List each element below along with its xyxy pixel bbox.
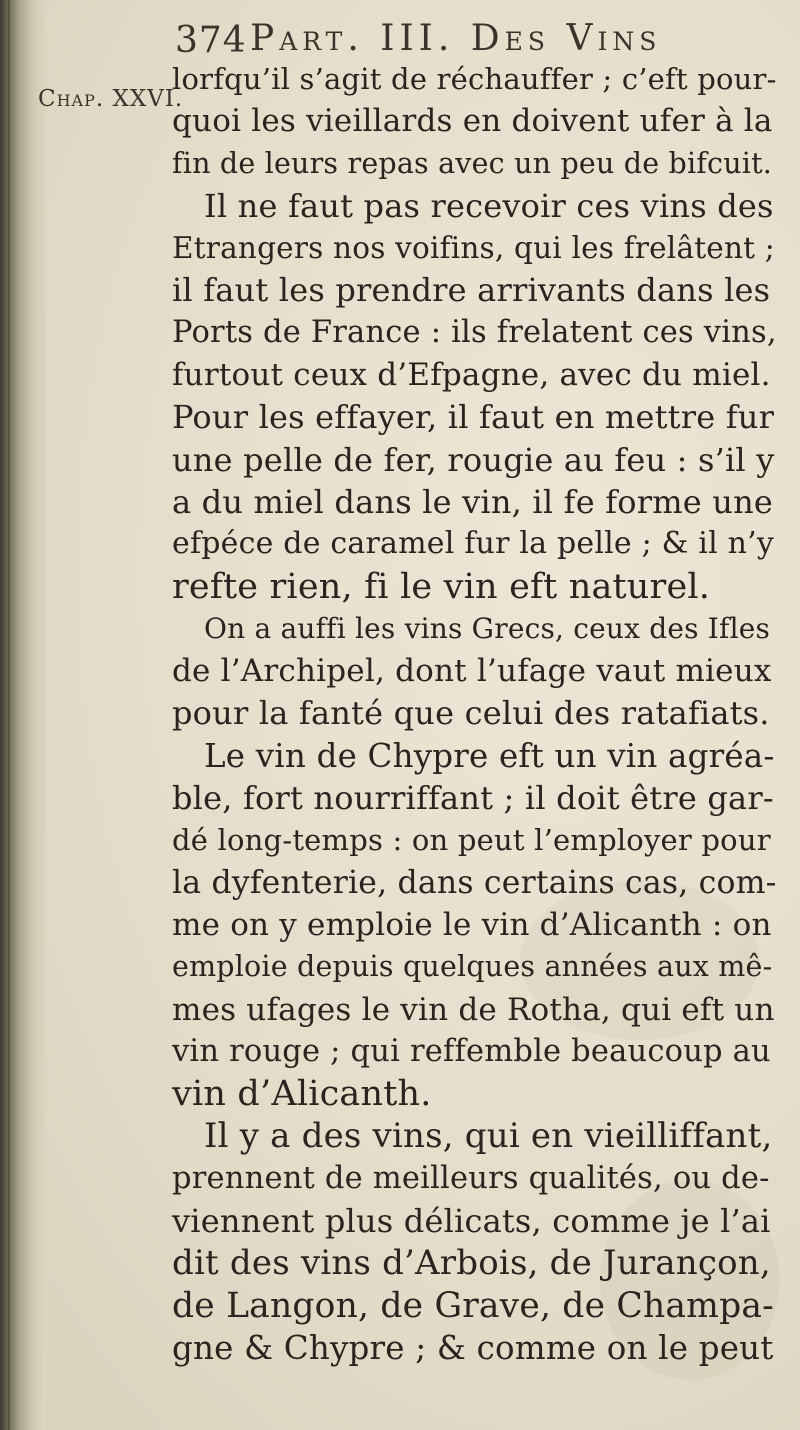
- text-line: une pelle de fer, rougie au feu : s’il y: [172, 440, 775, 479]
- text-line: la dyfenterie, dans certains cas, com-: [172, 864, 777, 901]
- body-text: [172, 58, 777, 1369]
- text-line: gne & Chypre ; & comme on le peut: [172, 1328, 774, 1367]
- text-line: mes ufages le vin de Rotha, qui eft un: [172, 991, 775, 1028]
- text-line: a du miel dans le vin, il fe forme une: [172, 482, 774, 521]
- running-head: Part. III. Des Vins: [250, 18, 662, 59]
- text-line: Il ne faut pas recevoir ces vins des: [204, 186, 774, 225]
- text-line: prennent de meilleurs qualités, ou de-: [172, 1160, 770, 1196]
- text-line: On a auffi les vins Grecs, ceux des Ifles: [204, 611, 771, 645]
- text-line: Il y a des vins, qui en vieilliffant,: [204, 1116, 773, 1157]
- text-line: vin d’Alicanth.: [172, 1074, 432, 1115]
- text-line: Ports de France : ils frelatent ces vins,: [172, 314, 777, 350]
- book-binding-edge: [0, 0, 46, 1430]
- margin-chapter-note: Chap. XXVI.: [38, 86, 184, 112]
- text-line: lorfqu’il s’agit de réchauffer ; c’eft pour-: [172, 62, 777, 96]
- text-line: fin de leurs repas avec un peu de bifcuit.: [172, 146, 772, 180]
- text-line: viennent plus délicats, comme je l’ai: [172, 1202, 771, 1241]
- text-line: vin rouge ; qui reffemble beaucoup au: [172, 1033, 771, 1069]
- text-line: de Langon, de Grave, de Champa-: [172, 1285, 774, 1326]
- text-line: Pour les effayer, il faut en mettre fur: [172, 398, 775, 437]
- text-line: Le vin de Chypre eft un vin agréa-: [204, 736, 775, 775]
- text-line: efpéce de caramel fur la pelle ; & il n’y: [172, 526, 775, 562]
- page-number: 374: [175, 20, 247, 61]
- text-line: dit des vins d’Arbois, de Jurançon,: [172, 1243, 771, 1284]
- text-line: Etrangers nos voifins, qui les frelâtent ;: [172, 231, 775, 266]
- text-line: me on y emploie le vin d’Alicanth : on: [172, 906, 772, 943]
- text-line: quoi les vieillards en doivent ufer à la: [172, 103, 773, 140]
- text-line: furtout ceux d’Efpagne, avec du miel.: [172, 357, 771, 394]
- text-line: refte rien, fi le vin eft naturel.: [172, 566, 711, 607]
- text-line: il faut les prendre arrivants dans les: [172, 271, 771, 310]
- text-line: dé long-temps : on peut l’employer pour: [172, 823, 771, 858]
- text-line: pour la fanté que celui des ratafiats.: [172, 694, 770, 733]
- text-line: ble, fort nourriffant ; il doit être gar-: [172, 779, 774, 818]
- text-line: de l’Archipel, dont l’ufage vaut mieux: [172, 653, 772, 690]
- text-line: emploie depuis quelques années aux mê-: [172, 950, 773, 984]
